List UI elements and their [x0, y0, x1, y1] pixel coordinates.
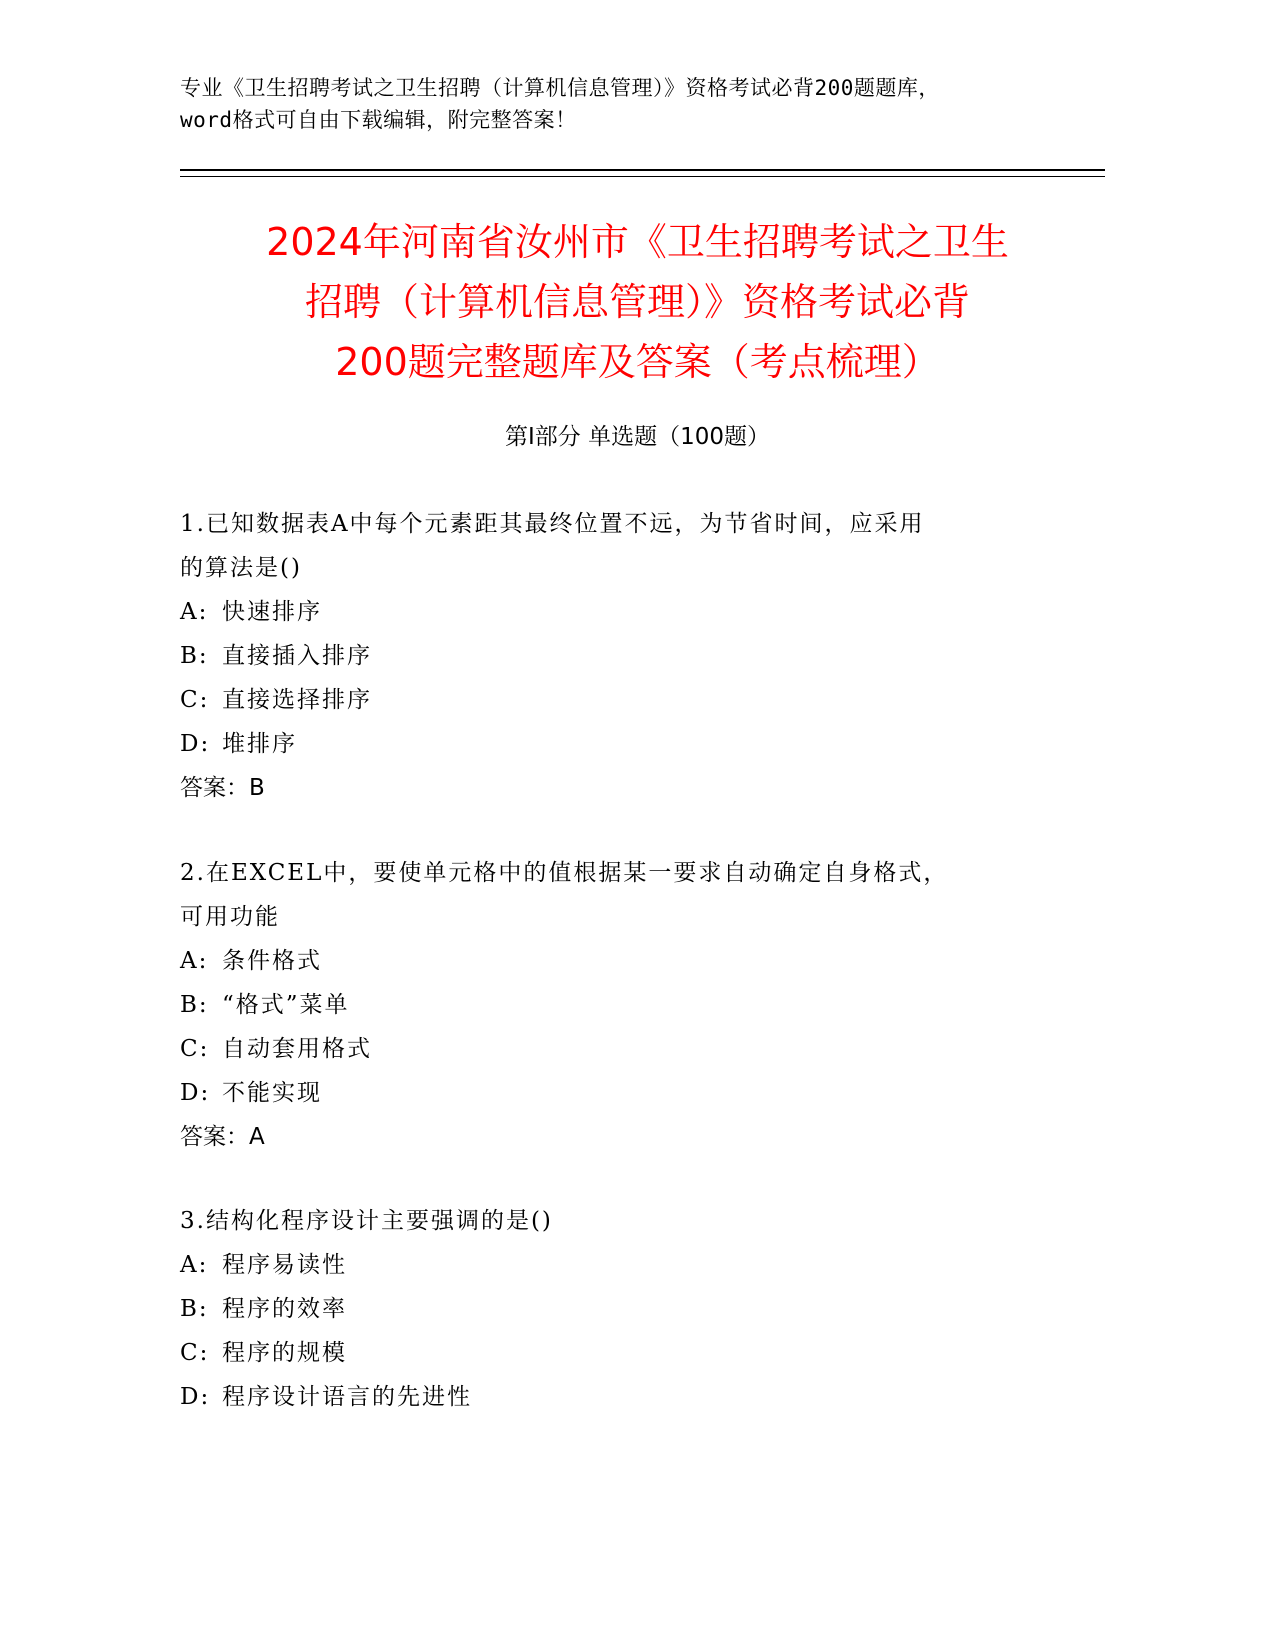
answer-line: 答案：A — [180, 1124, 265, 1150]
question-2 — [180, 851, 1080, 1159]
question-stem-line-2: 的算法是() — [180, 555, 302, 581]
option-b — [180, 634, 1080, 678]
option-label: B: — [180, 992, 209, 1018]
option-text: 条件格式 — [222, 948, 322, 974]
option-label: A: — [180, 599, 209, 625]
option-d — [180, 722, 1080, 766]
option-label: B: — [180, 643, 209, 669]
option-a — [180, 1243, 1080, 1287]
option-text: 直接选择排序 — [222, 687, 372, 713]
header-note — [180, 72, 1080, 136]
option-label: C: — [180, 1340, 210, 1366]
title-line-2: 招聘（计算机信息管理）》资格考试必背 — [304, 280, 970, 324]
option-b — [180, 1287, 1080, 1331]
option-label: D: — [180, 731, 211, 757]
title-line-3: 200题完整题库及答案（考点梳理） — [335, 340, 940, 384]
header-rule-thick — [180, 169, 1105, 171]
option-label: A: — [180, 1252, 209, 1278]
option-text: 快速排序 — [222, 599, 322, 625]
option-c — [180, 1331, 1080, 1375]
header-note-line-1: 专业《卫生招聘考试之卫生招聘（计算机信息管理）》资格考试必背200题题库， — [180, 76, 940, 100]
option-text: 程序设计语言的先进性 — [222, 1384, 472, 1410]
section-heading: 第Ⅰ部分 单选题（100题） — [505, 424, 770, 450]
option-a — [180, 590, 1080, 634]
option-label: D: — [180, 1080, 211, 1106]
option-text: 堆排序 — [222, 731, 297, 757]
document-title — [120, 212, 1155, 392]
option-d — [180, 1375, 1080, 1419]
answer-line: 答案：B — [180, 775, 265, 801]
header-rule-thin — [180, 176, 1105, 177]
question-stem-line-1: 2.在EXCEL中，要使单元格中的值根据某一要求自动确定自身格式， — [180, 860, 949, 886]
header-note-line-2: word格式可自由下载编辑，附完整答案！ — [180, 108, 577, 132]
question-stem-line-1: 3.结构化程序设计主要强调的是() — [180, 1208, 553, 1234]
option-a — [180, 939, 1080, 983]
option-label: A: — [180, 948, 209, 974]
question-stem-line-1: 1.已知数据表A中每个元素距其最终位置不远，为节省时间，应采用 — [180, 511, 925, 537]
option-text: “格式”菜单 — [222, 992, 350, 1018]
option-text: 程序的规模 — [222, 1340, 347, 1366]
title-line-1: 2024年河南省汝州市《卫生招聘考试之卫生 — [266, 220, 1009, 264]
option-c — [180, 678, 1080, 722]
option-label: C: — [180, 1036, 210, 1062]
option-label: D: — [180, 1384, 211, 1410]
option-text: 程序的效率 — [222, 1296, 347, 1322]
question-stem-line-2: 可用功能 — [180, 904, 280, 930]
option-label: C: — [180, 687, 210, 713]
option-c — [180, 1027, 1080, 1071]
option-text: 自动套用格式 — [222, 1036, 372, 1062]
option-d — [180, 1071, 1080, 1115]
option-text: 直接插入排序 — [222, 643, 372, 669]
option-label: B: — [180, 1296, 209, 1322]
question-3 — [180, 1199, 1080, 1419]
option-text: 程序易读性 — [222, 1252, 347, 1278]
option-text: 不能实现 — [222, 1080, 322, 1106]
option-b — [180, 983, 1080, 1027]
question-1 — [180, 502, 1080, 810]
